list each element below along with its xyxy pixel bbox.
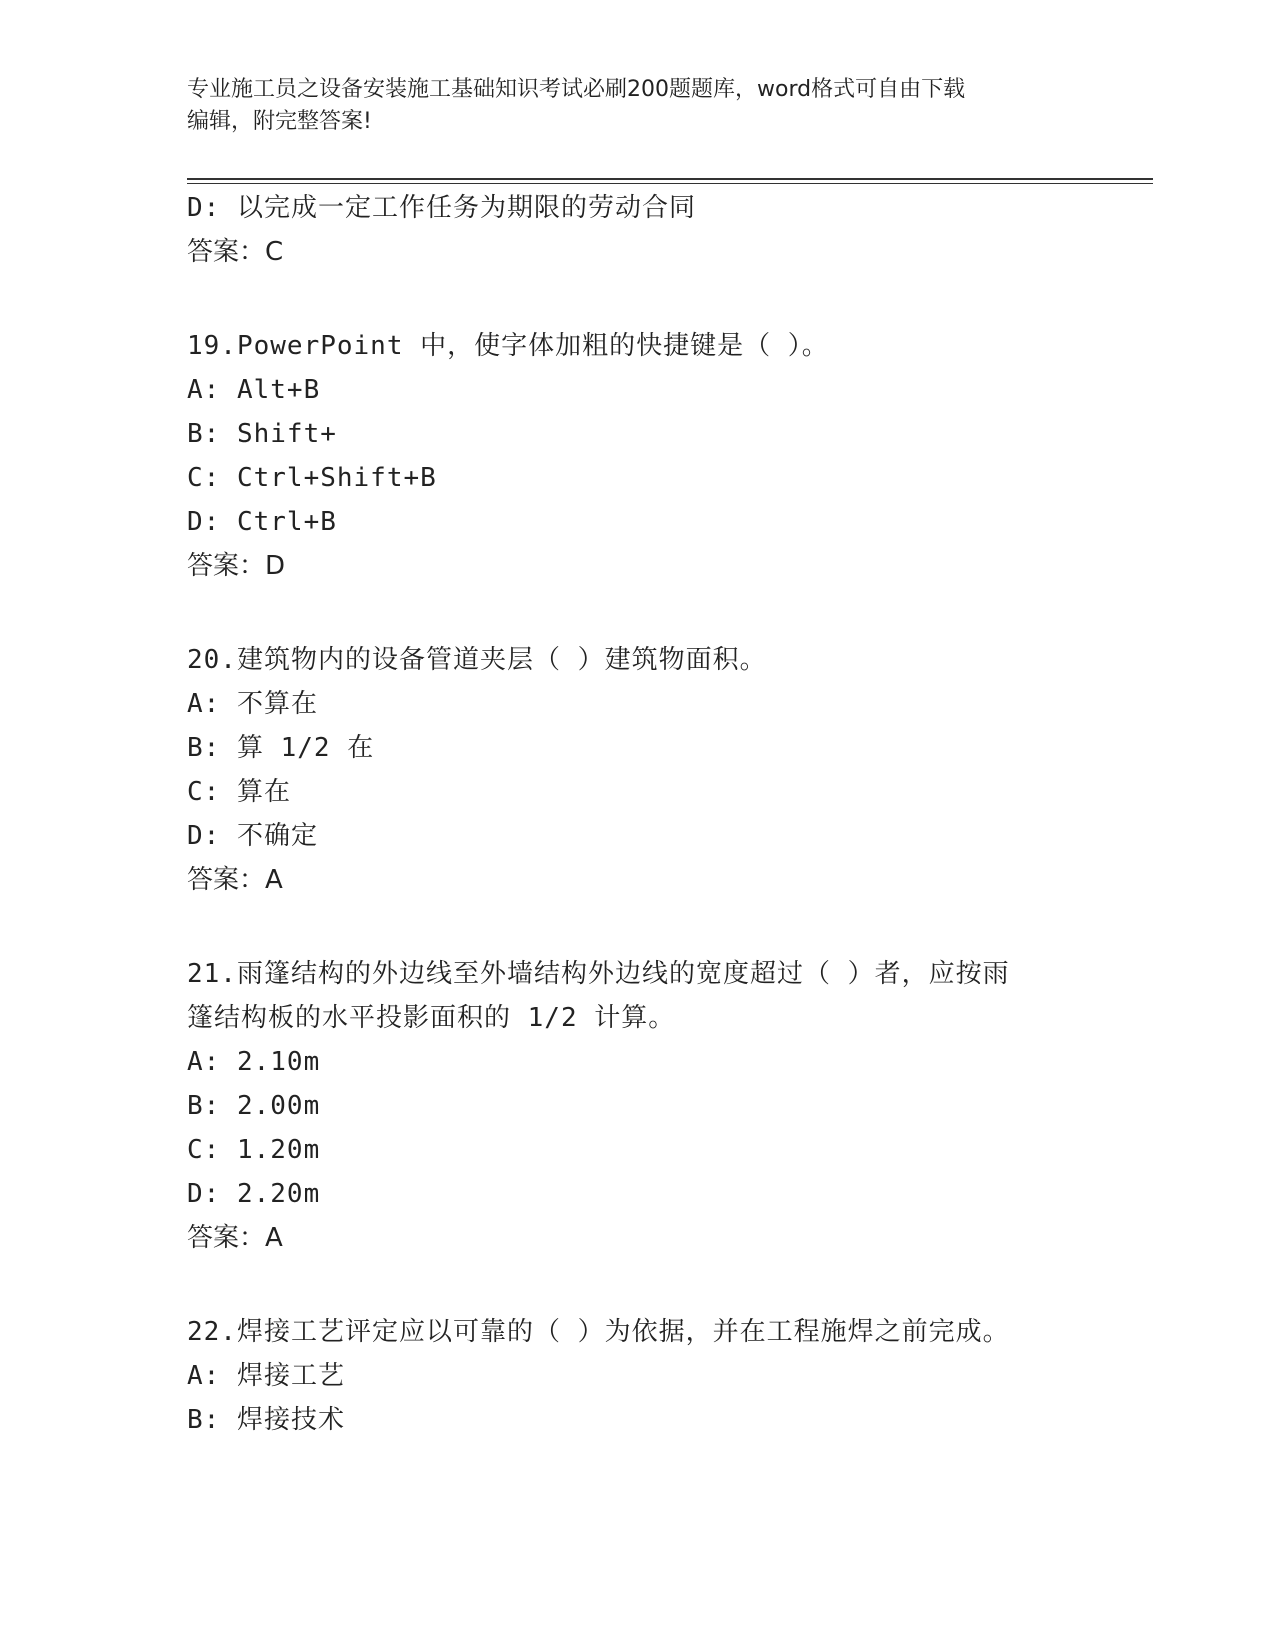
q21-answer: 答案：A [187, 1223, 283, 1253]
q19-question: 19.PowerPoint 中，使字体加粗的快捷键是（ ）。 [187, 331, 829, 361]
q21-option-d: D: 2.20m [187, 1179, 321, 1209]
header-divider-thick [187, 178, 1153, 180]
q20-question: 20.建筑物内的设备管道夹层（ ）建筑物面积。 [187, 645, 767, 675]
q21-option-c: C: 1.20m [187, 1135, 321, 1165]
q22-option-a: A: 焊接工艺 [187, 1361, 345, 1391]
q21-option-a: A: 2.10m [187, 1047, 321, 1077]
document-header [187, 74, 1067, 138]
q18-option-d: D: 以完成一定工作任务为期限的劳动合同 [187, 193, 696, 223]
q19-answer: 答案：D [187, 551, 286, 581]
q19-option-a: A: Alt+B [187, 375, 321, 405]
q19-option-c: C: Ctrl+Shift+B [187, 463, 437, 493]
q18-answer: 答案：C [187, 237, 284, 267]
header-line-1: 专业施工员之设备安装施工基础知识考试必刷200题题库，word格式可自由下载 [187, 77, 966, 102]
q21-question-line-1: 21.雨篷结构的外边线至外墙结构外边线的宽度超过（ ）者，应按雨 [187, 959, 1010, 989]
q21-option-b: B: 2.00m [187, 1091, 321, 1121]
q20-option-c: C: 算在 [187, 777, 291, 807]
q21-question-line-2: 篷结构板的水平投影面积的 1/2 计算。 [187, 1003, 676, 1033]
header-divider-thin [187, 183, 1153, 184]
q19-option-b: B: Shift+ [187, 419, 337, 449]
header-line-2: 编辑，附完整答案! [187, 109, 372, 134]
q19-option-d: D: Ctrl+B [187, 507, 337, 537]
q20-option-d: D: 不确定 [187, 821, 318, 851]
q22-question: 22.焊接工艺评定应以可靠的（ ）为依据，并在工程施焊之前完成。 [187, 1317, 1010, 1347]
q20-answer: 答案：A [187, 865, 283, 895]
q22-option-b: B: 焊接技术 [187, 1405, 345, 1435]
q20-option-b: B: 算 1/2 在 [187, 733, 375, 763]
q20-option-a: A: 不算在 [187, 689, 318, 719]
